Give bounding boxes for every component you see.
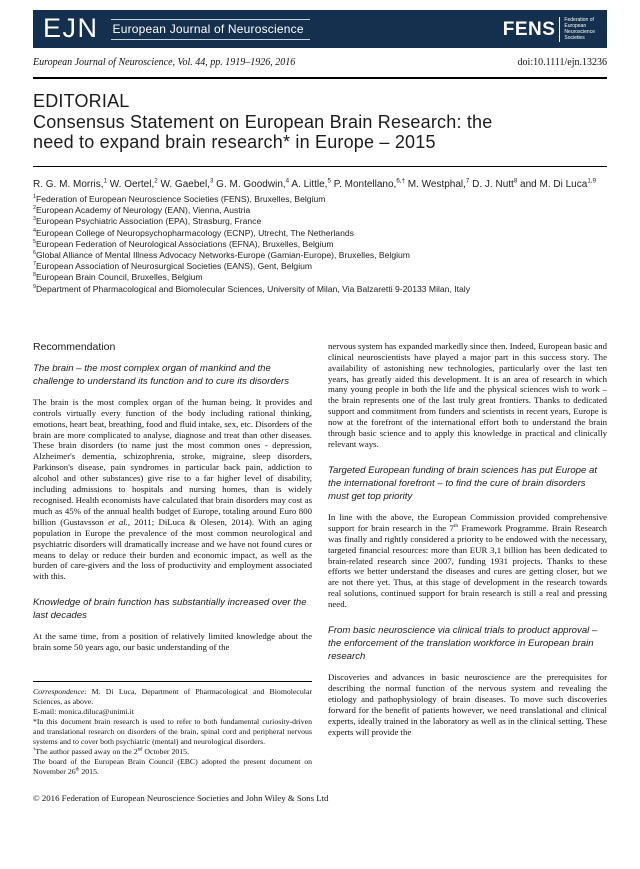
affiliation-number: 8 [33,272,36,279]
section-heading-recommendation: Recommendation [33,340,116,353]
fens-tagline-line: Federation of [564,16,594,23]
article-title [33,112,607,153]
subheading-knowledge-increased: Knowledge of brain function has substantially increased over the last decades [33,597,307,622]
affiliation-text: European Academy of Neurology (EAN), Vienna, Austria [35,205,251,216]
footnote-asterisk: *In this document brain research is used to refer to both fundamental curiosity-driven and translational research on disorders of the brain, spinal cord and peripheral nervous systems and to cover both psychiatric (mental) and neurological disorders. [33,717,312,747]
affiliation-item [33,284,607,295]
footnote-correspondence: Correspondence: M. Di Luca, Department of Pharmacological and Biomolecular Sciences, as above. [33,687,312,707]
left-column [33,341,312,777]
affiliation-text: Department of Pharmacological and Biomolecular Sciences, University of Milan, Via Balzaretti 9-20133 Milan, Italy [35,283,470,294]
affiliation-item [33,194,607,205]
divider-rule-thin [33,166,607,167]
subheading-targeted-funding: Targeted European funding of brain sciences has put Europe at the international forefront – to find the cure of brain disorders must get top priority [328,464,597,502]
fens-tagline-line: Neuroscience [564,29,595,35]
author-list: R. G. M. Morris,$^1$ W. Oertel,$^2$ W. Gaebel,$^3$ G. M. Goodwin,$^4$ A. Little,$^5$ P. Montellano,$^{6,\dagger}$ M. Westphal,$^7$ D. J. Nutt$^8$ and M. Di Luca$^{1,9}$ [33,177,596,190]
affiliation-item [33,216,607,227]
affiliation-text: European College of Neuropsychopharmacology (ECNP), Utrecht, The Netherlands [35,227,354,238]
subheading-translation-workforce: From basic neuroscience via clinical trials to product approval – the enforcement of the translation workforce in European brain research [328,625,598,663]
article-title-line: need to expand brain research* in Europe – 2015 [33,132,436,152]
affiliation-number: 6 [33,250,36,257]
affiliation-text: Federation of European Neuroscience Societies (FENS), Bruxelles, Belgium [35,194,326,204]
doi-text: doi:10.1111/ejn.13236 [517,57,607,68]
footnote-board: The board of the European Brain Council (EBC) adopted the present document on November 26th 2015. [33,757,312,777]
affiliation-list [33,194,607,295]
affiliation-text: European Federation of Neurological Associations (EFNA), Bruxelles, Belgium [35,238,334,249]
footnote-block [33,681,312,777]
paragraph-knowledge: At the same time, from a position of relatively limited knowledge about the brain some 50 years ago, our basic understanding of the [33,631,312,653]
masthead-band [33,10,607,48]
article-body [33,341,607,777]
article-title-line: Consensus Statement on European Brain Research: the [33,111,493,132]
fens-tagline [559,17,595,42]
journal-name-banner: European Journal of Neuroscience [111,19,310,40]
fens-tagline-line: European [564,22,587,29]
paragraph-commission-funding: In line with the above, the European Commission provided comprehensive support for brain research in the 7th Framework Programme. Brain Research was finally and rightly considered a priority to be endowed with the necessary, targeted financial resources: more than EUR 3,1 billion has been dedicated to brain-related research since 2007, funding 1931 projects. Thanks to these efforts we better understand the diseases and cures are getting closer, but we are not there yet. Thus, at this stage of development in the research towards real solutions, continued support for brain research is still a real and pressing need. [328,511,607,610]
journal-citation: European Journal of Neuroscience, Vol. 44, pp. 1919–1926, 2016 [33,57,296,68]
copyright-line: © 2016 Federation of European Neuroscience Societies and John Wiley & Sons Ltd [33,793,329,804]
affiliation-item [33,205,607,216]
affiliation-text: European Brain Council, Bruxelles, Belgium [35,272,203,283]
ejn-brand [43,12,310,43]
affiliation-item [33,239,607,250]
affiliation-number: 7 [33,261,36,268]
fens-tagline-line: Societies [564,35,585,42]
citation-row [33,57,607,68]
paragraph-brain-disorders: The brain is the most complex organ of the human being. It provides and controls virtually every function of the body including rational thinking, emotions, heart beat, breathing, food and fluid intake, sex, etc. Disorders of the brain are more complicated to analyse, diagnose and treat than other diseases. These brain disorders (to name just the most common ones - depression, Alzheimer's dementia, schizophrenia, stroke, migraine, sleep disorders, Parkinson's disease, pain syndromes in particular back pain, addiction to alcohol and other substances) give rise to a far higher level of disability, including admissions to hospitals and nursing homes, than is widely recognised. Health economists have calculated that brain disorders may cost as much as 45% of the annual health budget of Europe, totaling around Euro 800 billion (Gustavsson et al., 2011; DiLuca & Olesen, 2014). With an aging population in Europe the prevalence of the most common neurological and psychiatric disorders will dramatically increase and we have not found cures or means to delay or reduce their burden and economic impact, as well as the burden of care-givers and the loss of productivity and employment associated with this. [33,396,313,582]
fens-brand [503,17,595,42]
divider-rule-thick [33,77,607,79]
subheading-brain-complex-organ: The brain – the most complex organ of mankind and the challenge to understand its function and to cure its disorders [33,362,289,387]
ejn-logo: EJN [43,12,99,43]
paragraph-nervous-system: nervous system has expanded markedly since then. Indeed, European basic and clinical neuroscientists have played a major part in this success story. The availability of astonishing new technologies, particularly over the last ten years, has greatly aided this development. It is an area of research in which many young people in both the life and the physical sciences wish to work –the brain represents one of the last truly great frontiers. Thanks to dedicated support and commitment from funders and scientists in recent years, Europe is now at the forefront of the international effort both to understand the brain through basic science and to apply this knowledge in practical and clinically relevant ways. [328,340,607,449]
footnote-dagger: †The author passed away on the 2nd October 2015. [33,747,190,757]
article-title-block [33,91,607,153]
article-type-eyebrow: EDITORIAL [33,91,130,111]
affiliation-item [33,272,607,283]
paragraph-discoveries: Discoveries and advances in basic neuroscience are the prerequisites for describing the normal function of the nervous system and revealing the etiology and pathophysiology of brain diseases. To move such discoveries forward for the benefit of patients however, we need translational and clinical experts, ideally trained in the laboratory as well as in the clinical setting. These experts will provide the [328,672,607,737]
footnote-email: E-mail: monica.diluca@unimi.it [33,707,134,717]
affiliation-number: 1 [33,194,36,201]
affiliation-item [33,228,607,239]
affiliation-number: 5 [33,238,36,245]
affiliation-number: 2 [33,205,36,212]
affiliation-number: 3 [33,216,36,223]
affiliation-number: 9 [33,283,36,290]
affiliation-item [33,261,607,272]
affiliation-number: 4 [33,227,36,234]
fens-logo: FENS [502,18,556,40]
right-column [328,341,607,777]
affiliation-text: European Psychiatric Association (EPA), Strasburg, France [35,216,262,227]
affiliation-text: European Association of Neurosurgical Societies (EANS), Gent, Belgium [35,261,313,272]
affiliation-item [33,250,607,261]
affiliation-text: Global Alliance of Mental Illness Advocacy Networks-Europe (Gamian-Europe), Bruxelles, Belgium [35,250,410,261]
